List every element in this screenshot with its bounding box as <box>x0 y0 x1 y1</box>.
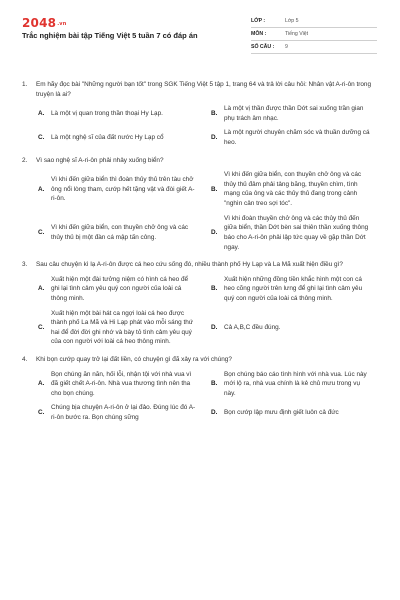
option-letter: D. <box>211 323 218 331</box>
option-text: Cả A,B,C đều đúng. <box>224 323 281 331</box>
option-row <box>0 309 400 347</box>
questions-list <box>0 80 400 431</box>
option-letter: C. <box>38 229 45 237</box>
option-d[interactable] <box>211 128 378 147</box>
option-b[interactable] <box>211 275 378 304</box>
info-label: SỐ CÂU : <box>251 44 275 50</box>
question-number: 4. <box>22 356 28 364</box>
question-3 <box>0 260 400 347</box>
info-value: 9 <box>285 44 288 50</box>
info-row-class <box>251 15 377 28</box>
question-1 <box>0 80 400 148</box>
option-text: Vì khi đoàn thuyền chở ông và các thủy thủ đến giữa biển, thần Dớt bèn sai thiên thần xuống thông báo cho A-ri-ôn phải lập tức quay về gặp thần Dớt ngay. <box>224 214 369 251</box>
option-c[interactable] <box>38 403 205 422</box>
option-letter: A. <box>38 285 45 293</box>
option-letter: A. <box>38 185 45 193</box>
option-b[interactable] <box>211 170 378 208</box>
info-row-subject <box>251 28 377 41</box>
option-c[interactable] <box>38 214 205 252</box>
info-box <box>251 15 377 54</box>
option-letter: D. <box>211 134 218 142</box>
option-row <box>0 104 400 123</box>
question-header <box>0 355 400 365</box>
question-4 <box>0 355 400 423</box>
option-text: Xuất hiện những đồng tiền khắc hình một con cá heo cõng người trên lưng để ghi lại tình cảm yêu quý con người của loài cá thông minh. <box>224 275 363 302</box>
question-text: Em hãy đọc bài "Những người bạn tốt" trong SGK Tiếng Việt 5 tập 1, trang 64 và trả lời câu hỏi: Nhân vật A-ri-ôn trong truyện là ai? <box>36 81 372 98</box>
option-d[interactable] <box>211 403 378 422</box>
option-text: Xuất hiện một bài hát ca ngợi loài cá heo được thành phố La Mã và Hi Lạp phát vào mỗi sáng thứ hai để đời đời ghi nhớ và bày tỏ tình cảm yêu quý của con người với loài cá heo thông minh. <box>51 309 194 346</box>
option-letter: C. <box>38 323 45 331</box>
option-text: Xuất hiện một đài tưởng niệm có hình cá heo để ghi lại tình cảm yêu quý con người của loài cá thông minh. <box>51 275 189 302</box>
question-number: 1. <box>22 81 28 88</box>
option-letter: B. <box>211 110 218 118</box>
option-text: Là một nghệ sĩ của đất nước Hy Lạp cổ <box>51 134 164 142</box>
option-b[interactable] <box>211 104 378 123</box>
logo-suffix: .vn <box>57 20 67 27</box>
option-text: Là một người chuyên chăm sóc và thuần dưỡng cá heo. <box>224 129 370 147</box>
option-text: Vì khi đến giữa biển, con thuyền chở ông và các thủy thủ đâm phải tảng băng, thuyền chìm, tình mạng của ông và các thủy thủ đang trong cảnh "nghìn cân treo sợi tóc". <box>224 171 362 208</box>
option-c[interactable] <box>38 309 205 347</box>
option-row <box>0 214 400 252</box>
option-row <box>0 275 400 304</box>
option-text: Là một vị quan trong thần thoại Hy Lạp. <box>51 110 163 118</box>
option-text: Bọn chúng báo cáo tình hình với nhà vua. Lúc này mới lộ ra, nhà vua chính là kẻ chủ mưu trong vụ này. <box>224 370 367 397</box>
info-value: Lớp 5 <box>285 18 299 24</box>
question-number: 3. <box>22 261 28 269</box>
option-text: Là một vị thần được thần Dớt sai xuống trần gian phụ trách âm nhạc. <box>224 105 364 122</box>
question-header <box>0 80 400 99</box>
info-label: LỚP : <box>251 18 266 24</box>
option-text: Bọn chúng ăn năn, hối lỗi, nhận tội với nhà vua vì đã giết chết A-ri-ôn. Nhà vua thương tình nên tha cho bọn chúng. <box>51 370 192 397</box>
option-letter: D. <box>211 229 218 237</box>
option-row <box>0 128 400 147</box>
option-letter: A. <box>38 110 45 118</box>
site-logo[interactable] <box>22 16 67 30</box>
page-header <box>0 0 400 62</box>
question-2 <box>0 156 400 252</box>
option-text: Vì khi đến giữa biển thì đoàn thủy thủ trên tàu chở ông nổi lòng tham, cướp hết tặng vật và đòi giết A-ri-ôn. <box>51 176 195 203</box>
option-d[interactable] <box>211 309 378 347</box>
option-letter: A. <box>38 380 45 388</box>
option-letter: C. <box>38 409 45 417</box>
option-letter: B. <box>211 285 218 293</box>
option-row <box>0 403 400 422</box>
option-letter: C. <box>38 134 45 142</box>
question-text: Sau câu chuyện kì lạ A-ri-ôn được cá heo cứu sống đó, nhiều thành phố Hy Lạp và La Mã xuất hiện điều gì? <box>36 261 343 269</box>
option-b[interactable] <box>211 370 378 399</box>
question-text: Vì sao nghệ sĩ A-ri-ôn phải nhảy xuống biển? <box>36 156 164 164</box>
option-c[interactable] <box>38 128 205 147</box>
option-a[interactable] <box>38 104 205 123</box>
question-number: 2. <box>22 156 28 164</box>
info-label: MÔN : <box>251 31 267 37</box>
option-text: Chúng bịa chuyện A-ri-ôn ở lại đảo. Đúng lúc đó A-ri-ôn bước ra. Bọn chúng sững <box>51 404 196 422</box>
option-letter: D. <box>211 409 218 417</box>
logo-text: 2048 <box>22 16 57 30</box>
document-title: Trắc nghiệm bài tập Tiếng Việt 5 tuần 7 có đáp án <box>22 31 198 40</box>
option-a[interactable] <box>38 275 205 304</box>
option-row <box>0 170 400 208</box>
option-letter: B. <box>211 185 218 193</box>
option-letter: B. <box>211 380 218 388</box>
option-text: Vì khi đến giữa biển, con thuyền chở ông và các thủy thủ bị một đàn cá mập tấn công. <box>51 224 189 241</box>
option-a[interactable] <box>38 170 205 208</box>
option-a[interactable] <box>38 370 205 399</box>
option-text: Bọn cướp lập mưu định giết luôn cả đức <box>224 409 339 417</box>
question-header <box>0 260 400 270</box>
option-row <box>0 370 400 399</box>
question-text: Khi bọn cướp quay trở lại đất liền, có chuyện gì đã xảy ra với chúng? <box>36 356 232 364</box>
info-row-question-count <box>251 41 377 54</box>
info-value: Tiếng Việt <box>285 31 309 37</box>
option-d[interactable] <box>211 214 378 252</box>
question-header <box>0 156 400 166</box>
